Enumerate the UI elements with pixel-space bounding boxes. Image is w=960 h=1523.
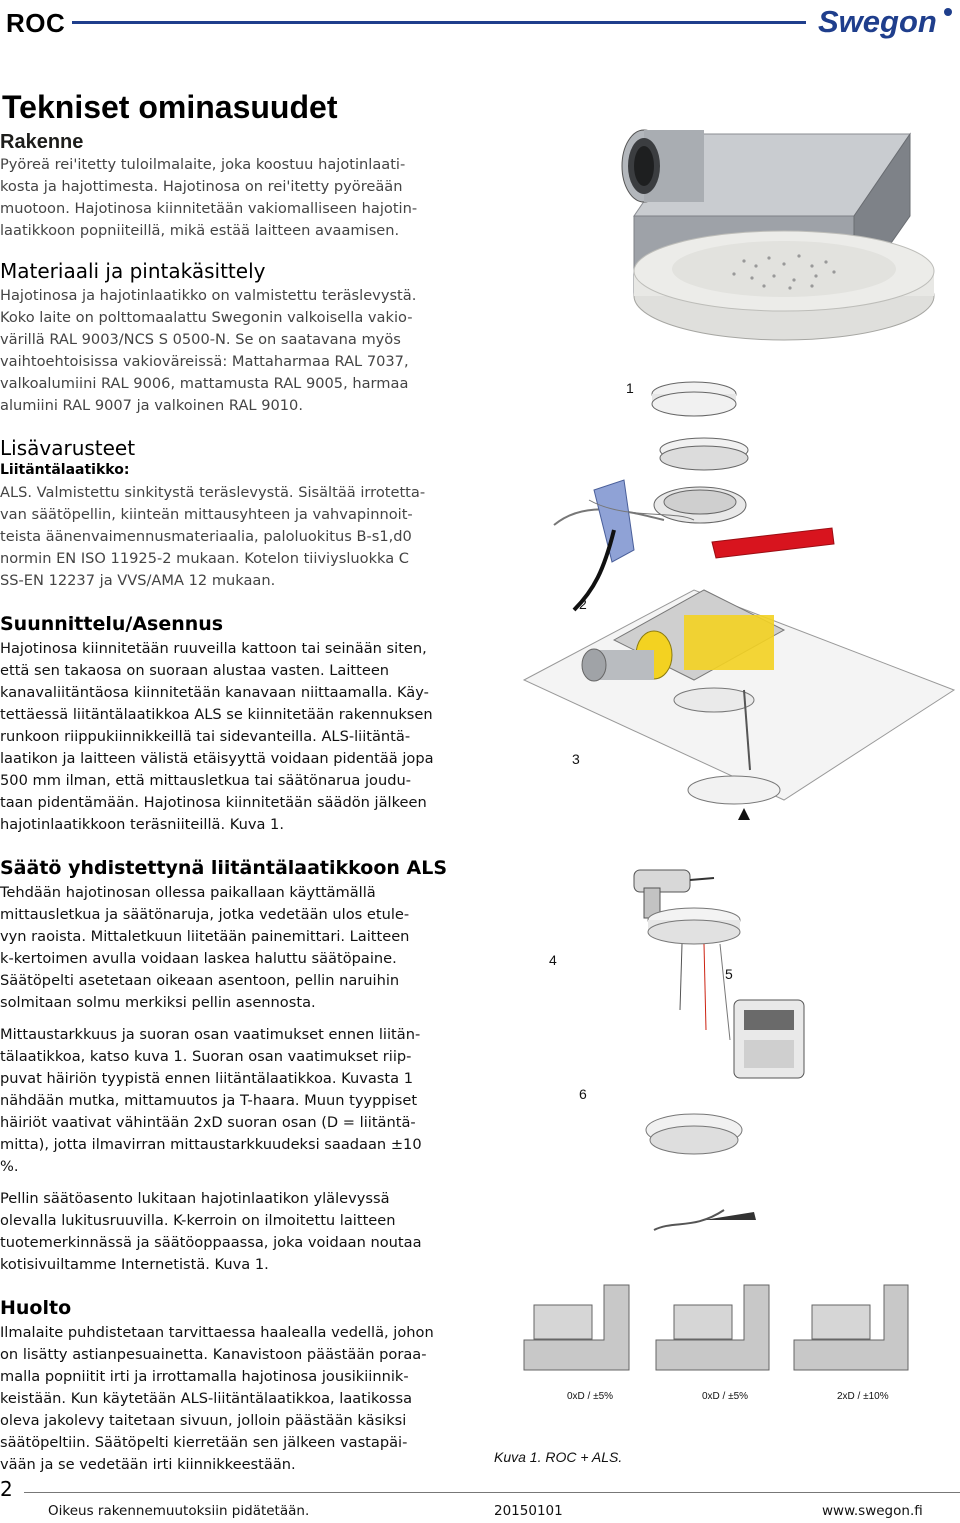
step-number-2: 2: [579, 596, 587, 612]
saato-heading: Säätö yhdistettynä liitäntälaatikkoon ALS: [0, 857, 448, 879]
duct-label-1: 0xD / ±5%: [567, 1391, 614, 1402]
lisavarusteet-heading: Lisävarusteet: [0, 436, 136, 460]
lisavarusteet-subheading: Liitäntälaatikko:: [0, 462, 130, 478]
huolto-heading: Huolto: [0, 1297, 72, 1319]
step-1-diffuser: [652, 382, 748, 523]
step-3-ceiling: [524, 590, 954, 800]
step-5-gauge: [734, 1000, 804, 1078]
suunnittelu-heading: Suunnittelu/Asennus: [0, 613, 224, 635]
title-block: [0, 88, 476, 126]
footer-rule: [24, 1492, 960, 1493]
section-materiaali: [0, 259, 476, 417]
saato-paragraph-1: Tehdään hajotinosan ollessa paikallaan käyttämällä mittausletkua ja säätönaruja, jotka vedetään ulos etule- vyn raoista. Mittaletkuun liitetään painemittari. Laitteen k-kertoimen avulla voidaan laskea haluttu säätöpaine. Säätöpelti asetetaan oikeaan asentoon, pellin naruihin solmitaan solmu merkiksi pellin asennosta.: [0, 884, 410, 1011]
rakenne-text: Pyöreä rei'itetty tuloilmalaite, joka koostuu hajotinlaati- kosta ja hajottimesta. Hajotinosa on rei'itetty pyöreään muotoon. Hajotinosa kiinnitetään vakiomalliseen hajotin- laatikkoon popniiteillä, mikä estää laitteen avaamisen.: [0, 156, 418, 239]
materiaali-text: Hajotinosa ja hajotinlaatikko on valmistettu teräslevystä. Koko laite on polttomaalattu Swegonin valkoisella vakio- värillä RAL 9003/NCS S 0500-N. Se on saatavana myös vaihtoehtoisissa vakioväreissä: Mattaharmaa RAL 7037, valkoalumiini RAL 9006, mattamusta RAL 9005, harmaa alumiini RAL 9007 ja valkoinen RAL 9010.: [0, 287, 417, 414]
section-huolto: [0, 1296, 476, 1476]
document-code: ROC: [6, 8, 66, 38]
huolto-text: Ilmalaite puhdistetaan tarvittaessa haalealla vedellä, johon on lisätty astianpesuainetta. Kanavistoon päästään poraa- malla popniitit irti ja irrottamalla hajotinosa jousikiinnik- keistään. Kun käytetään ALS-liitäntälaatikkoa, laatikossa oleva jakolevy taitetaan sivuun, jolloin päästään käsiksi säätöpeltiin. Säätöpelti kierretään sen jälkeen vastapäi- vään ja se vedetään irti kiinnikkeestään.: [0, 1324, 434, 1473]
page-title: Tekniset ominasuudet: [2, 89, 338, 125]
step-number-5: 5: [725, 966, 733, 982]
header-rule: [72, 21, 806, 24]
suunnittelu-text: Hajotinosa kiinnitetään ruuveilla kattoon tai seinään siten, että sen takaosa on suoraan alustaa vasten. Laitteen kanavaliitäntäosa kiinnitetään kanavaan niittaamalla. Käy- tettäessä liitäntälaatikkoa ALS se kiinnitetään rakennuksen runkoon riippukiinnikkeillä tai sidevanteilla. ALS-liitäntä- laatikon ja laitteen välistä etäisyyttä voidaan pidentää jopa 500 mm ilman, että mittausletkua tai säätönarua joudu- taan pidentämään. Hajotinosa kiinnitetään säädön jälkeen hajotinlaatikkoon teräsniiteillä. Kuva 1.: [0, 640, 434, 833]
installation-illustrations: [494, 350, 960, 1390]
section-lisavarusteet: [0, 436, 476, 592]
svg-text:Swegon: Swegon: [818, 4, 937, 39]
page-number: 2: [0, 1477, 13, 1501]
section-saato: [0, 856, 476, 1276]
footer-notice: Oikeus rakennemuutoksiin pidätetään.: [48, 1503, 310, 1519]
product-photo: [494, 96, 960, 346]
step-number-3: 3: [572, 751, 580, 767]
saato-paragraph-2: Mittaustarkkuus ja suoran osan vaatimukset ennen liitän- tälaatikkoa, katso kuva 1. Suoran osan vaatimukset riip- puvat häiriön tyypistä ennen liitäntälaatikkoa. Kuvasta 1 nähdään mutka, mittamuutos ja T-haara. Muun tyyppiset häiriöt vaativat vähintään 2xD suoran osan (D = liitäntä- mitta), jotta ilmavirran mittaustarkkuudeksi saadaan ±10 %.: [0, 1026, 422, 1175]
figure-caption: Kuva 1. ROC + ALS.: [494, 1449, 623, 1465]
materiaali-heading: Materiaali ja pintakäsittely: [0, 259, 266, 283]
step-number-4: 4: [549, 952, 557, 968]
step-number-1: 1: [626, 380, 634, 396]
lisavarusteet-text: ALS. Valmistettu sinkitystä teräslevystä. Sisältää irrotetta- van säätöpellin, kiinteän mittausyhteen ja vahvapinnoit- teista äänenvaimennusmateriaalia, paloluokitus B-s1,d0 normin EN ISO 11925-2 mukaan. Kotelon tiiviysluokka C SS-EN 12237 ja VVS/AMA 12 mukaan.: [0, 484, 426, 589]
step-3-ring: [688, 776, 780, 820]
duct-label-2: 0xD / ±5%: [702, 1391, 749, 1402]
section-rakenne: [0, 128, 476, 242]
footer-date: 20150101: [494, 1503, 563, 1519]
swegon-logo: [812, 0, 960, 44]
rakenne-heading: Rakenne: [0, 131, 84, 153]
duct-diagrams: [524, 1285, 908, 1370]
footer-website[interactable]: www.swegon.fi: [822, 1503, 923, 1519]
duct-label-3: 2xD / ±10%: [837, 1391, 889, 1402]
step-number-6: 6: [579, 1086, 587, 1102]
section-suunnittelu: [0, 612, 476, 836]
saato-paragraph-3: Pellin säätöasento lukitaan hajotinlaatikon ylälevyssä olevalla lukitusruuvilla. K-kerroin on ilmoitettu laitteen tuotemerkinnässä ja säätöoppaassa, joka voidaan noutaa kotisivuiltamme Internetistä. Kuva 1.: [0, 1190, 422, 1273]
step-6-diffuser: [646, 1114, 756, 1230]
